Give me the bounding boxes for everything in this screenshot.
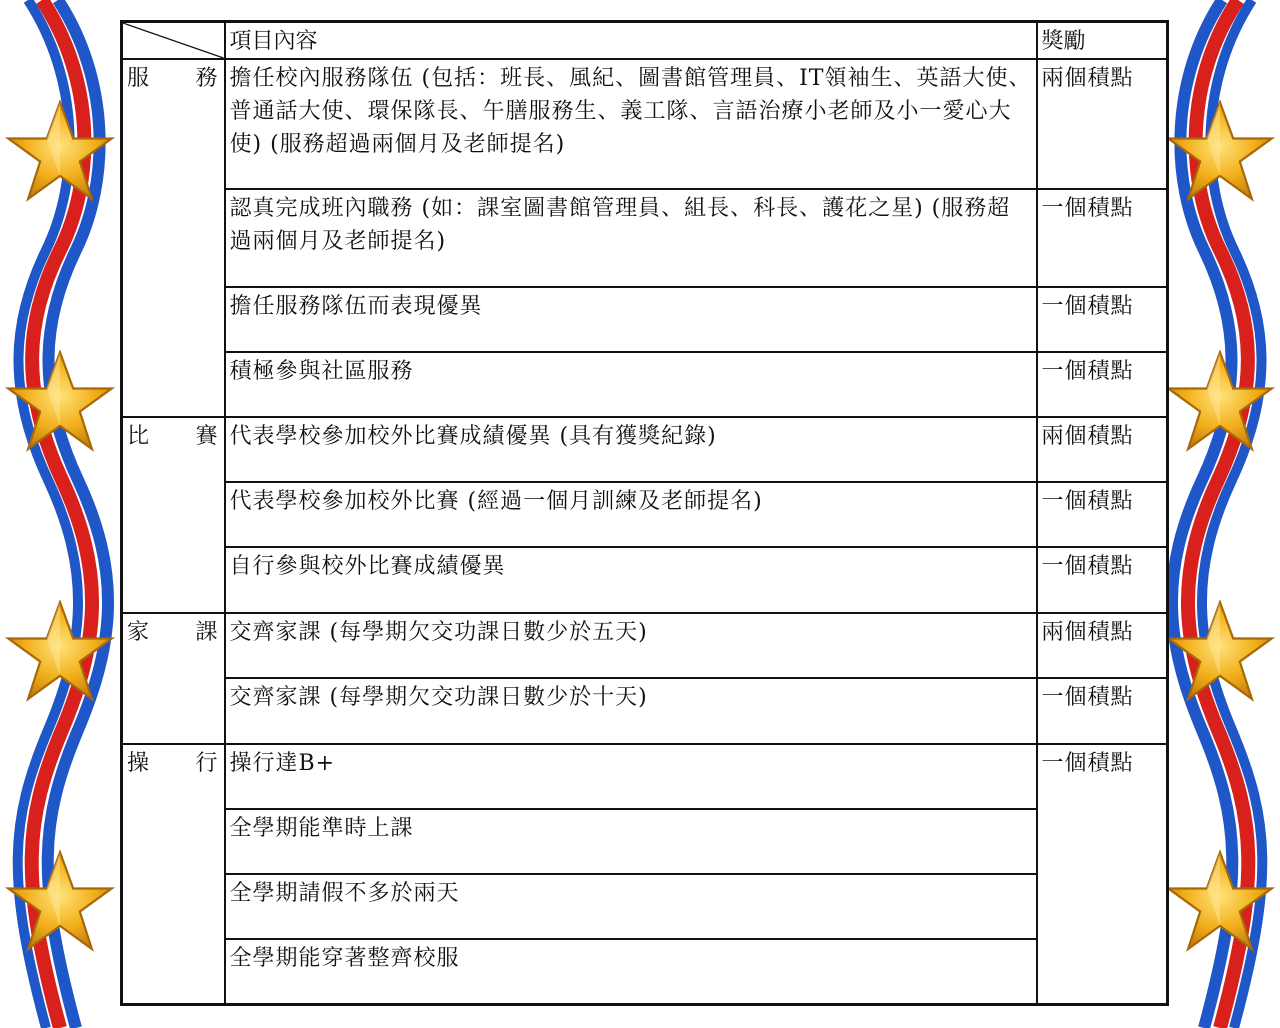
- table-row: [122, 287, 1168, 352]
- item-text: 交齊家課 (每學期欠交功課日數少於十天): [225, 678, 1037, 744]
- item-text: 代表學校參加校外比賽成績優異 (具有獲獎紀錄): [225, 417, 1037, 482]
- table-row: [122, 744, 1168, 809]
- reward-text: 兩個積點: [1037, 613, 1168, 678]
- table-row: [122, 809, 1168, 874]
- item-text: 擔任服務隊伍而表現優異: [225, 287, 1037, 352]
- item-header: 項目內容: [225, 22, 1037, 60]
- category-competition: 比 賽: [122, 417, 225, 613]
- diagonal-header-cell: [122, 22, 225, 60]
- category-conduct: 操 行: [122, 744, 225, 1004]
- reward-text: 兩個積點: [1037, 59, 1168, 189]
- category-service: 服 務: [122, 59, 225, 417]
- table-row: [122, 482, 1168, 547]
- table-row: [122, 59, 1168, 189]
- reward-points-table: [120, 20, 1169, 1006]
- reward-text: 一個積點: [1037, 352, 1168, 417]
- item-text: 認真完成班內職務 (如：課室圖書館管理員、組長、科長、護花之星) (服務超過兩個月及老師提名): [225, 189, 1037, 287]
- table-row: [122, 547, 1168, 613]
- header-row: [122, 22, 1168, 60]
- table-row: [122, 613, 1168, 678]
- ribbon-decoration-left: [0, 0, 130, 1028]
- item-text: 操行達B+: [225, 744, 1037, 809]
- item-text: 自行參與校外比賽成績優異: [225, 547, 1037, 613]
- reward-text: 一個積點: [1037, 189, 1168, 287]
- reward-text: 一個積點: [1037, 678, 1168, 744]
- item-text: 擔任校內服務隊伍 (包括：班長、風紀、圖書館管理員、IT領袖生、英語大使、普通話大使、環保隊長、午膳服務生、義工隊、言語治療小老師及小一愛心大使) (服務超過兩個月及老師提名): [225, 59, 1037, 189]
- item-text: 交齊家課 (每學期欠交功課日數少於五天): [225, 613, 1037, 678]
- item-text: 代表學校參加校外比賽 (經過一個月訓練及老師提名): [225, 482, 1037, 547]
- reward-header: 獎勵: [1037, 22, 1168, 60]
- ribbon-decoration-right: [1150, 0, 1280, 1028]
- reward-text: 一個積點: [1037, 744, 1168, 1004]
- category-homework: 家 課: [122, 613, 225, 744]
- item-text: 全學期能穿著整齊校服: [225, 939, 1037, 1004]
- item-text: 積極參與社區服務: [225, 352, 1037, 417]
- table-row: [122, 352, 1168, 417]
- item-text: 全學期能準時上課: [225, 809, 1037, 874]
- item-text: 全學期請假不多於兩天: [225, 874, 1037, 939]
- reward-text: 一個積點: [1037, 482, 1168, 547]
- reward-text: 一個積點: [1037, 547, 1168, 613]
- table-row: [122, 417, 1168, 482]
- reward-text: 兩個積點: [1037, 417, 1168, 482]
- table-row: [122, 189, 1168, 287]
- table-row: [122, 874, 1168, 939]
- table-row: [122, 678, 1168, 744]
- reward-text: 一個積點: [1037, 287, 1168, 352]
- table-row: [122, 939, 1168, 1004]
